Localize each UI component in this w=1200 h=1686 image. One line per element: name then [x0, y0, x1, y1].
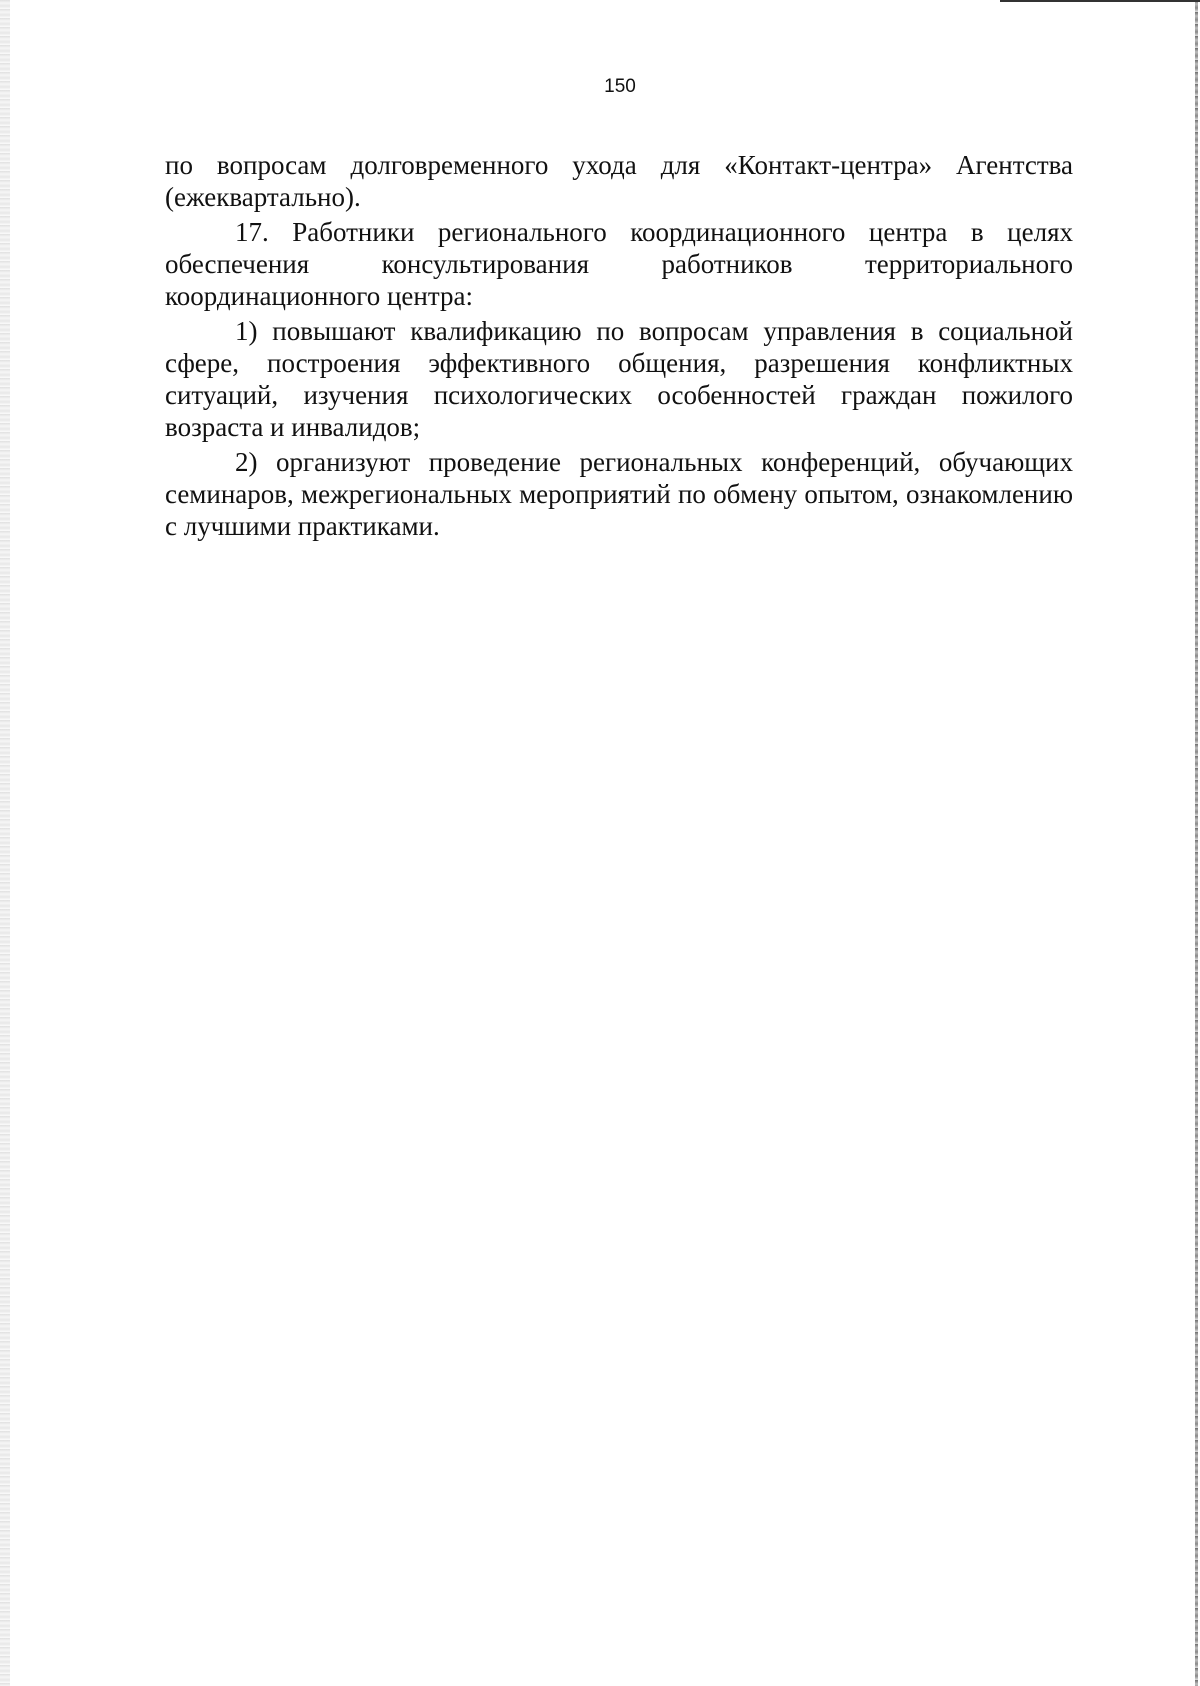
paragraph-item-17: 17. Работники регионального координационного центра в целях обеспечения консультирования работников территориального координационного центра: [165, 217, 1073, 311]
paragraph-continuation: по вопросам долговременного ухода для «Контакт-центра» Агентства (ежеквартально). [165, 150, 1073, 212]
paragraph-subitem-1: 1) повышают квалификацию по вопросам управления в социальной сфере, построения эффективного общения, разрешения конфликтных ситуаций, изучения психологических особенностей граждан пожилого возраста и инвалидов; [165, 316, 1073, 442]
page-number: 150 [604, 76, 636, 97]
paragraph-subitem-2: 2) организуют проведение региональных конференций, обучающих семинаров, межрегиональных мероприятий по обмену опытом, ознакомлению с лучшими практиками. [165, 447, 1073, 541]
scan-edge-top [1000, 0, 1200, 2]
scan-edge-left [0, 0, 10, 1686]
document-body [165, 149, 1073, 545]
scan-edge-right [1195, 0, 1198, 1686]
